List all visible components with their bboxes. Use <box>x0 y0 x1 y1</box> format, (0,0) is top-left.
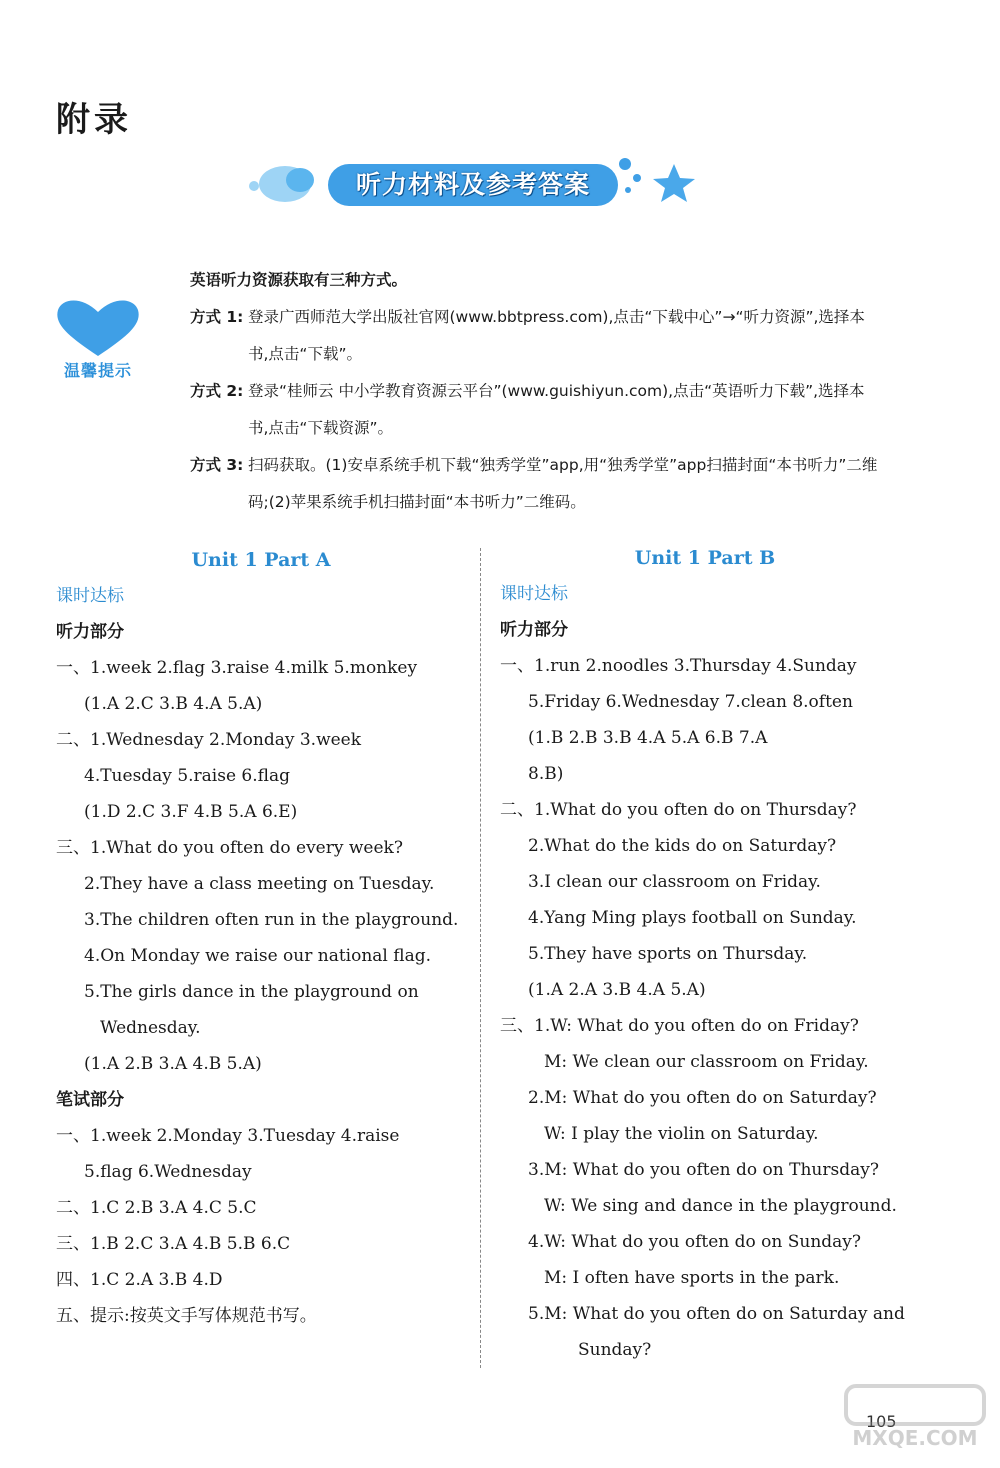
answer-line: 3.The children often run in the playground. <box>84 910 459 930</box>
banner-title: 听力材料及参考答案 <box>355 170 590 199</box>
answer-line: 5.M: What do you often do on Saturday and <box>528 1304 905 1324</box>
answer-line: 4.W: What do you often do on Sunday? <box>528 1232 862 1252</box>
listening-heading: 听力部分 <box>56 622 124 642</box>
answer-line: 一、1.week 2.Monday 3.Tuesday 4.raise <box>56 1126 400 1146</box>
answer-line: 二、1.What do you often do on Thursday? <box>500 800 857 820</box>
unit-title: Unit 1 Part A <box>191 549 331 571</box>
tips-intro: 英语听力资源获取有三种方式。 <box>190 271 408 289</box>
answer-line: (1.A 2.A 3.B 4.A 5.A) <box>528 980 706 1000</box>
page-number: 105 <box>866 1412 897 1431</box>
answer-line: 4.On Monday we raise our national flag. <box>84 946 432 966</box>
answer-line: W: We sing and dance in the playground. <box>544 1196 897 1216</box>
answer-line: (1.B 2.B 3.B 4.A 5.A 6.B 7.A <box>528 728 768 748</box>
way-2-text: 登录“桂师云 中小学教育资源云平台”(www.guishiyun.com),点击“英语听力下载”,选择本书,点击“下载资源”。 <box>248 382 865 437</box>
way-2-label: 方式 2: <box>190 382 244 400</box>
answer-line: 2.They have a class meeting on Tuesday. <box>84 874 435 894</box>
listening-heading: 听力部分 <box>500 620 568 640</box>
answer-line: 5.The girls dance in the playground on <box>84 982 419 1002</box>
answer-line: 三、1.What do you often do every week? <box>56 838 403 858</box>
answer-line: 四、1.C 2.A 3.B 4.D <box>56 1270 223 1290</box>
answer-line: 一、1.week 2.flag 3.raise 4.milk 5.monkey <box>56 658 418 678</box>
column-divider <box>480 548 481 1368</box>
answer-line: 2.What do the kids do on Saturday? <box>528 836 837 856</box>
way-3-label: 方式 3: <box>190 456 244 474</box>
answer-line: (1.D 2.C 3.F 4.B 5.A 6.E) <box>84 802 298 822</box>
unit-title: Unit 1 Part B <box>634 547 776 569</box>
way-3-text: 扫码获取。(1)安卓系统手机下载“独秀学堂”app,用“独秀学堂”app扫描封面“本书听力”二维码;(2)苹果系统手机扫描封面“本书听力”二维码。 <box>248 456 878 511</box>
answer-line: W: I play the violin on Saturday. <box>544 1124 819 1144</box>
answer-line: 4.Tuesday 5.raise 6.flag <box>84 766 291 786</box>
answer-line: 5.Friday 6.Wednesday 7.clean 8.often <box>528 692 853 712</box>
answer-line: 五、提示:按英文手写体规范书写。 <box>56 1306 317 1326</box>
way-1 <box>190 299 880 373</box>
banner <box>240 150 710 220</box>
answer-line: 三、1.B 2.C 3.A 4.B 5.B 6.C <box>56 1234 291 1254</box>
way-2 <box>190 373 880 447</box>
answer-line: Sunday? <box>578 1340 652 1360</box>
answer-line: (1.A 2.C 3.B 4.A 5.A) <box>84 694 263 714</box>
answer-line: 8.B) <box>528 764 564 784</box>
watermark-text: MXQE.COM <box>852 1426 978 1450</box>
answer-line: M: We clean our classroom on Friday. <box>544 1052 869 1072</box>
section-heading: 课时达标 <box>56 586 124 606</box>
way-1-text: 登录广西师范大学出版社官网(www.bbtpress.com),点击“下载中心”→“听力资源”,选择本书,点击“下载”。 <box>248 308 865 363</box>
tips-box <box>190 262 880 521</box>
answer-line: 二、1.Wednesday 2.Monday 3.week <box>56 730 362 750</box>
watermark <box>840 1380 990 1462</box>
answer-line: 二、1.C 2.B 3.A 4.C 5.C <box>56 1198 257 1218</box>
answer-line: 2.M: What do you often do on Saturday? <box>528 1088 877 1108</box>
answer-line: 4.Yang Ming plays football on Sunday. <box>528 908 857 928</box>
answer-line: 三、1.W: What do you often do on Friday? <box>500 1016 859 1036</box>
left-column <box>56 542 466 1334</box>
watermark-logo-icon <box>840 1380 990 1430</box>
answer-line: 一、1.run 2.noodles 3.Thursday 4.Sunday <box>500 656 857 676</box>
answer-line: 3.I clean our classroom on Friday. <box>528 872 821 892</box>
answer-line: 5.They have sports on Thursday. <box>528 944 808 964</box>
answer-line: M: I often have sports in the park. <box>544 1268 840 1288</box>
section-heading: 课时达标 <box>500 584 568 604</box>
tip-label: 温馨提示 <box>63 361 132 380</box>
way-3 <box>190 447 880 521</box>
writing-heading: 笔试部分 <box>56 1090 124 1110</box>
tip-badge <box>48 292 148 384</box>
answer-line: Wednesday. <box>100 1018 201 1038</box>
heart-icon <box>48 292 148 362</box>
answer-line: 5.flag 6.Wednesday <box>84 1162 252 1182</box>
appendix-title: 附录 <box>56 100 132 140</box>
answer-line: 3.M: What do you often do on Thursday? <box>528 1160 879 1180</box>
answer-line: (1.A 2.B 3.A 4.B 5.A) <box>84 1054 262 1074</box>
way-1-label: 方式 1: <box>190 308 244 326</box>
right-column <box>500 540 910 1368</box>
